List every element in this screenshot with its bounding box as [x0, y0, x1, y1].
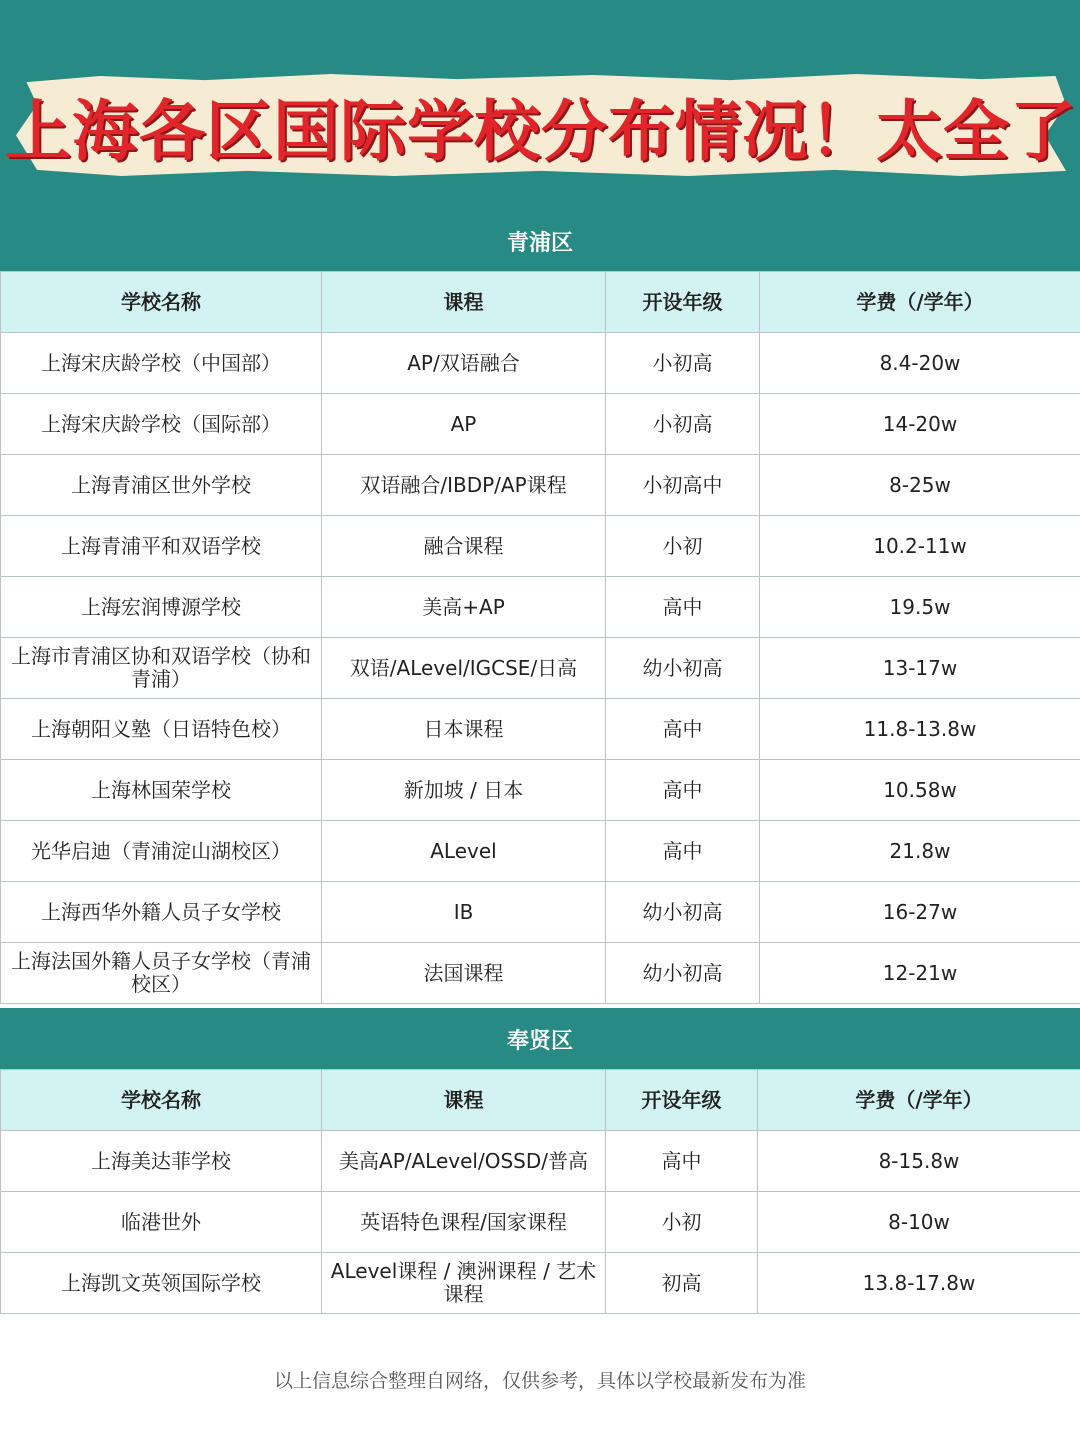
school-name: 上海宋庆龄学校（中国部） [1, 333, 322, 394]
school-name: 临港世外 [1, 1192, 322, 1253]
school-name: 上海法国外籍人员子女学校（青浦校区） [1, 943, 322, 1004]
fee: 10.58w [760, 760, 1080, 821]
course: IB [322, 882, 606, 943]
school-name: 上海林国荣学校 [1, 760, 322, 821]
section-title-fengxian: 奉贤区 [0, 1008, 1080, 1070]
course: 日本课程 [322, 699, 606, 760]
page-title: 上海各区国际学校分布情况！太全了 [5, 92, 1077, 170]
fee: 8-10w [758, 1192, 1080, 1253]
course: 双语/ALevel/IGCSE/日高 [322, 638, 606, 699]
table-row [1, 638, 1080, 699]
fee: 19.5w [760, 577, 1080, 638]
grade: 小初高 [606, 333, 760, 394]
grade: 高中 [606, 699, 760, 760]
grade: 幼小初高 [606, 882, 760, 943]
school-name: 上海市青浦区协和双语学校（协和青浦） [1, 638, 322, 699]
fee: 8-15.8w [758, 1131, 1080, 1192]
grade: 高中 [606, 1131, 758, 1192]
grade: 小初 [606, 516, 760, 577]
grade: 高中 [606, 577, 760, 638]
column-header-school: 学校名称 [1, 272, 322, 333]
school-name: 上海宏润博源学校 [1, 577, 322, 638]
column-header-grade: 开设年级 [606, 1070, 758, 1131]
column-header-course: 课程 [322, 272, 606, 333]
school-name: 上海青浦平和双语学校 [1, 516, 322, 577]
fee: 11.8-13.8w [760, 699, 1080, 760]
grade: 小初高中 [606, 455, 760, 516]
grade: 幼小初高 [606, 638, 760, 699]
fee: 14-20w [760, 394, 1080, 455]
fee: 8.4-20w [760, 333, 1080, 394]
course: 美高+AP [322, 577, 606, 638]
fee: 8-25w [760, 455, 1080, 516]
fee: 10.2-11w [760, 516, 1080, 577]
grade: 小初 [606, 1192, 758, 1253]
column-header-fee: 学费（/学年） [760, 272, 1080, 333]
course: 融合课程 [322, 516, 606, 577]
table-row [1, 882, 1080, 943]
school-name: 光华启迪（青浦淀山湖校区） [1, 821, 322, 882]
school-name: 上海凯文英领国际学校 [1, 1253, 322, 1314]
course: ALevel课程 / 澳洲课程 / 艺术课程 [322, 1253, 606, 1314]
table-row [1, 1253, 1080, 1314]
school-name: 上海美达菲学校 [1, 1131, 322, 1192]
section-title-qingpu: 青浦区 [0, 210, 1080, 272]
column-header-grade: 开设年级 [606, 272, 760, 333]
column-header-school: 学校名称 [1, 1070, 322, 1131]
table-row [1, 1131, 1080, 1192]
footer-note: 以上信息综合整理自网络，仅供参考，具体以学校最新发布为准 [273, 1370, 806, 1392]
table-row [1, 577, 1080, 638]
table-row [1, 943, 1080, 1004]
fee: 16-27w [760, 882, 1080, 943]
grade: 高中 [606, 821, 760, 882]
table-row [1, 699, 1080, 760]
school-name: 上海朝阳义塾（日语特色校） [1, 699, 322, 760]
school-name: 上海宋庆龄学校（国际部） [1, 394, 322, 455]
school-table-qingpu [0, 271, 1080, 1004]
grade: 初高 [606, 1253, 758, 1314]
fee: 13-17w [760, 638, 1080, 699]
school-table-fengxian [0, 1069, 1080, 1314]
table-row [1, 394, 1080, 455]
course: AP [322, 394, 606, 455]
course: 双语融合/IBDP/AP课程 [322, 455, 606, 516]
school-name: 上海青浦区世外学校 [1, 455, 322, 516]
course: 美高AP/ALevel/OSSD/普高 [322, 1131, 606, 1192]
table-header-row [1, 1070, 1080, 1131]
course: AP/双语融合 [322, 333, 606, 394]
table-row [1, 455, 1080, 516]
table-row [1, 1192, 1080, 1253]
table-row [1, 821, 1080, 882]
table-row [1, 516, 1080, 577]
school-name: 上海西华外籍人员子女学校 [1, 882, 322, 943]
fee: 12-21w [760, 943, 1080, 1004]
table-header-row [1, 272, 1080, 333]
table-row [1, 760, 1080, 821]
grade: 高中 [606, 760, 760, 821]
fee: 21.8w [760, 821, 1080, 882]
table-row [1, 333, 1080, 394]
course: 法国课程 [322, 943, 606, 1004]
course: ALevel [322, 821, 606, 882]
grade: 小初高 [606, 394, 760, 455]
column-header-course: 课程 [322, 1070, 606, 1131]
column-header-fee: 学费（/学年） [758, 1070, 1080, 1131]
grade: 幼小初高 [606, 943, 760, 1004]
course: 英语特色课程/国家课程 [322, 1192, 606, 1253]
fee: 13.8-17.8w [758, 1253, 1080, 1314]
course: 新加坡 / 日本 [322, 760, 606, 821]
